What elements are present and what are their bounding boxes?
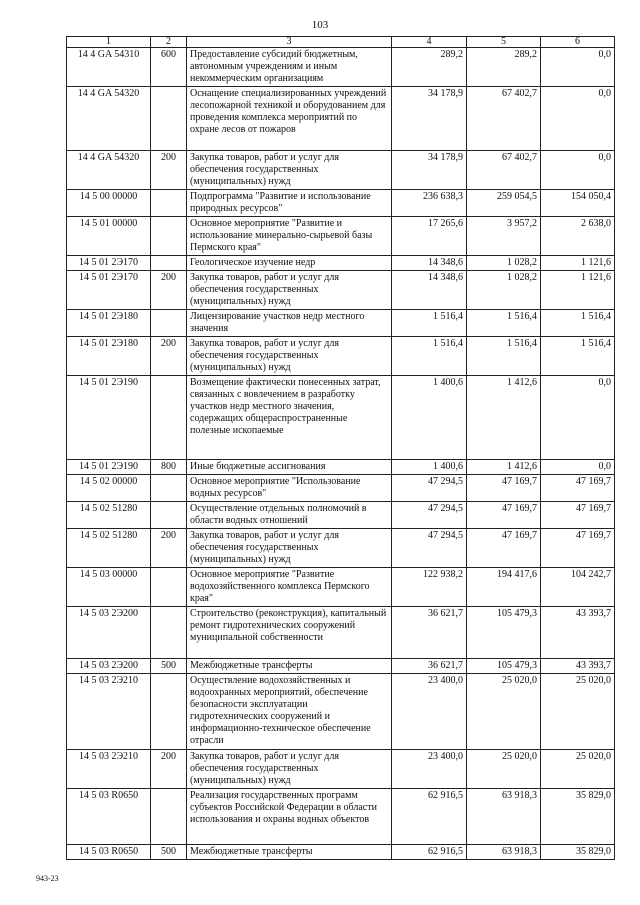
amount-col4-cell: 1 400,6 [392, 376, 467, 460]
expense-type-cell: 200 [151, 750, 187, 789]
table-row [67, 217, 615, 256]
expense-type-cell [151, 87, 187, 151]
amount-col4-cell: 34 178,9 [392, 151, 467, 190]
item-name-cell: Осуществление водохозяйственных и водоохранных мероприятий, обеспечение безопасности эксплуатации гидротехнических сооружений и информационно-техническое обеспечение отрасли [187, 674, 392, 750]
amount-col6-cell: 47 169,7 [541, 529, 615, 568]
target-article-cell: 14 5 03 R0650 [67, 845, 151, 860]
item-name-cell: Основное мероприятие "Развитие и использование минерально-сырьевой базы Пермского края" [187, 217, 392, 256]
column-header: 6 [541, 37, 615, 48]
amount-col5-cell: 3 957,2 [467, 217, 541, 256]
amount-col5-cell: 105 479,3 [467, 659, 541, 674]
item-name-cell: Закупка товаров, работ и услуг для обеспечения государственных (муниципальных) нужд [187, 529, 392, 568]
amount-col4-cell: 62 916,5 [392, 845, 467, 860]
amount-col6-cell: 0,0 [541, 48, 615, 87]
item-name-cell: Основное мероприятие "Использование водных ресурсов" [187, 475, 392, 502]
table-row [67, 256, 615, 271]
amount-col5-cell: 289,2 [467, 48, 541, 87]
column-header: 1 [67, 37, 151, 48]
target-article-cell: 14 5 01 2Э190 [67, 460, 151, 475]
amount-col5-cell: 25 020,0 [467, 750, 541, 789]
amount-col5-cell: 47 169,7 [467, 529, 541, 568]
target-article-cell: 14 5 03 2Э200 [67, 659, 151, 674]
table-row [67, 460, 615, 475]
item-name-cell: Возмещение фактически понесенных затрат, связанных с вовлечением в разработку участков недр местного значения, содержащих общераспространенные полезные ископаемые [187, 376, 392, 460]
amount-col4-cell: 14 348,6 [392, 256, 467, 271]
target-article-cell: 14 4 GA 54320 [67, 87, 151, 151]
item-name-cell: Закупка товаров, работ и услуг для обеспечения государственных (муниципальных) нужд [187, 750, 392, 789]
amount-col6-cell: 35 829,0 [541, 789, 615, 845]
amount-col5-cell: 1 028,2 [467, 256, 541, 271]
expense-type-cell [151, 607, 187, 659]
target-article-cell: 14 5 02 51280 [67, 502, 151, 529]
column-header: 2 [151, 37, 187, 48]
amount-col5-cell: 1 516,4 [467, 310, 541, 337]
amount-col6-cell: 0,0 [541, 460, 615, 475]
table-row [67, 337, 615, 376]
amount-col5-cell: 47 169,7 [467, 502, 541, 529]
amount-col6-cell: 154 050,4 [541, 190, 615, 217]
table-row [67, 750, 615, 789]
amount-col5-cell: 1 412,6 [467, 376, 541, 460]
amount-col6-cell: 35 829,0 [541, 845, 615, 860]
amount-col6-cell: 1 516,4 [541, 337, 615, 376]
target-article-cell: 14 4 GA 54310 [67, 48, 151, 87]
amount-col5-cell: 67 402,7 [467, 87, 541, 151]
item-name-cell: Лицензирование участков недр местного значения [187, 310, 392, 337]
item-name-cell: Строительство (реконструкция), капитальный ремонт гидротехнических сооружений муниципальной собственности [187, 607, 392, 659]
amount-col6-cell: 0,0 [541, 87, 615, 151]
expense-type-cell: 500 [151, 845, 187, 860]
amount-col4-cell: 62 916,5 [392, 789, 467, 845]
amount-col4-cell: 47 294,5 [392, 529, 467, 568]
item-name-cell: Реализация государственных программ субъектов Российской Федерации в области использования и охраны водных объектов [187, 789, 392, 845]
target-article-cell: 14 5 03 2Э200 [67, 607, 151, 659]
amount-col4-cell: 17 265,6 [392, 217, 467, 256]
document-code: 943-23 [36, 874, 59, 883]
table-row [67, 659, 615, 674]
target-article-cell: 14 4 GA 54320 [67, 151, 151, 190]
target-article-cell: 14 5 01 2Э190 [67, 376, 151, 460]
amount-col5-cell: 47 169,7 [467, 475, 541, 502]
amount-col4-cell: 23 400,0 [392, 674, 467, 750]
item-name-cell: Закупка товаров, работ и услуг для обеспечения государственных (муниципальных) нужд [187, 337, 392, 376]
column-header: 5 [467, 37, 541, 48]
amount-col4-cell: 23 400,0 [392, 750, 467, 789]
table-row [67, 310, 615, 337]
amount-col4-cell: 36 621,7 [392, 607, 467, 659]
item-name-cell: Закупка товаров, работ и услуг для обеспечения государственных (муниципальных) нужд [187, 151, 392, 190]
column-header: 4 [392, 37, 467, 48]
expense-type-cell: 500 [151, 659, 187, 674]
item-name-cell: Осуществление отдельных полномочий в области водных отношений [187, 502, 392, 529]
amount-col6-cell: 0,0 [541, 376, 615, 460]
expense-type-cell [151, 502, 187, 529]
expense-type-cell [151, 217, 187, 256]
target-article-cell: 14 5 03 R0650 [67, 789, 151, 845]
item-name-cell: Предоставление субсидий бюджетным, автономным учреждениям и иным некоммерческим организациям [187, 48, 392, 87]
table-row [67, 271, 615, 310]
expense-type-cell [151, 568, 187, 607]
target-article-cell: 14 5 02 51280 [67, 529, 151, 568]
amount-col5-cell: 1 028,2 [467, 271, 541, 310]
table-row [67, 376, 615, 460]
amount-col6-cell: 43 393,7 [541, 659, 615, 674]
target-article-cell: 14 5 01 2Э180 [67, 337, 151, 376]
table-row [67, 529, 615, 568]
amount-col5-cell: 25 020,0 [467, 674, 541, 750]
amount-col6-cell: 25 020,0 [541, 750, 615, 789]
amount-col5-cell: 1 412,6 [467, 460, 541, 475]
item-name-cell: Межбюджетные трансферты [187, 845, 392, 860]
table-row [67, 674, 615, 750]
expense-type-cell: 800 [151, 460, 187, 475]
table-row [67, 502, 615, 529]
target-article-cell: 14 5 02 00000 [67, 475, 151, 502]
expense-type-cell [151, 190, 187, 217]
amount-col4-cell: 1 516,4 [392, 337, 467, 376]
amount-col4-cell: 122 938,2 [392, 568, 467, 607]
expense-type-cell: 200 [151, 151, 187, 190]
amount-col6-cell: 1 516,4 [541, 310, 615, 337]
amount-col6-cell: 25 020,0 [541, 674, 615, 750]
amount-col5-cell: 194 417,6 [467, 568, 541, 607]
amount-col5-cell: 67 402,7 [467, 151, 541, 190]
header-row [67, 37, 615, 48]
amount-col6-cell: 47 169,7 [541, 475, 615, 502]
target-article-cell: 14 5 03 2Э210 [67, 750, 151, 789]
amount-col5-cell: 63 918,3 [467, 845, 541, 860]
amount-col4-cell: 34 178,9 [392, 87, 467, 151]
target-article-cell: 14 5 03 00000 [67, 568, 151, 607]
table-row [67, 151, 615, 190]
amount-col4-cell: 236 638,3 [392, 190, 467, 217]
amount-col6-cell: 47 169,7 [541, 502, 615, 529]
column-header: 3 [187, 37, 392, 48]
page-number: 103 [311, 19, 329, 31]
target-article-cell: 14 5 01 2Э170 [67, 256, 151, 271]
table-row [67, 48, 615, 87]
target-article-cell: 14 5 01 2Э170 [67, 271, 151, 310]
expense-type-cell [151, 310, 187, 337]
budget-table [66, 36, 615, 860]
item-name-cell: Межбюджетные трансферты [187, 659, 392, 674]
expense-type-cell [151, 674, 187, 750]
item-name-cell: Основное мероприятие "Развитие водохозяйственного комплекса Пермского края" [187, 568, 392, 607]
amount-col5-cell: 1 516,4 [467, 337, 541, 376]
amount-col6-cell: 104 242,7 [541, 568, 615, 607]
amount-col6-cell: 1 121,6 [541, 271, 615, 310]
table-row [67, 87, 615, 151]
item-name-cell: Оснащение специализированных учреждений лесопожарной техникой и оборудованием для проведения комплекса мероприятий по охране лесов от пожаров [187, 87, 392, 151]
item-name-cell: Иные бюджетные ассигнования [187, 460, 392, 475]
table-row [67, 845, 615, 860]
expense-type-cell: 600 [151, 48, 187, 87]
amount-col4-cell: 289,2 [392, 48, 467, 87]
table-row [67, 789, 615, 845]
amount-col6-cell: 1 121,6 [541, 256, 615, 271]
amount-col6-cell: 43 393,7 [541, 607, 615, 659]
amount-col4-cell: 14 348,6 [392, 271, 467, 310]
expense-type-cell [151, 376, 187, 460]
target-article-cell: 14 5 01 00000 [67, 217, 151, 256]
item-name-cell: Подпрограмма "Развитие и использование природных ресурсов" [187, 190, 392, 217]
target-article-cell: 14 5 03 2Э210 [67, 674, 151, 750]
table-row [67, 190, 615, 217]
amount-col5-cell: 63 918,3 [467, 789, 541, 845]
amount-col4-cell: 47 294,5 [392, 475, 467, 502]
item-name-cell: Геологическое изучение недр [187, 256, 392, 271]
expense-type-cell: 200 [151, 529, 187, 568]
table-row [67, 568, 615, 607]
amount-col4-cell: 1 516,4 [392, 310, 467, 337]
amount-col4-cell: 1 400,6 [392, 460, 467, 475]
amount-col5-cell: 105 479,3 [467, 607, 541, 659]
amount-col6-cell: 0,0 [541, 151, 615, 190]
expense-type-cell [151, 475, 187, 502]
expense-type-cell [151, 256, 187, 271]
table-row [67, 607, 615, 659]
amount-col4-cell: 36 621,7 [392, 659, 467, 674]
target-article-cell: 14 5 00 00000 [67, 190, 151, 217]
expense-type-cell: 200 [151, 271, 187, 310]
amount-col4-cell: 47 294,5 [392, 502, 467, 529]
item-name-cell: Закупка товаров, работ и услуг для обеспечения государственных (муниципальных) нужд [187, 271, 392, 310]
amount-col5-cell: 259 054,5 [467, 190, 541, 217]
table-row [67, 475, 615, 502]
target-article-cell: 14 5 01 2Э180 [67, 310, 151, 337]
expense-type-cell [151, 789, 187, 845]
amount-col6-cell: 2 638,0 [541, 217, 615, 256]
expense-type-cell: 200 [151, 337, 187, 376]
